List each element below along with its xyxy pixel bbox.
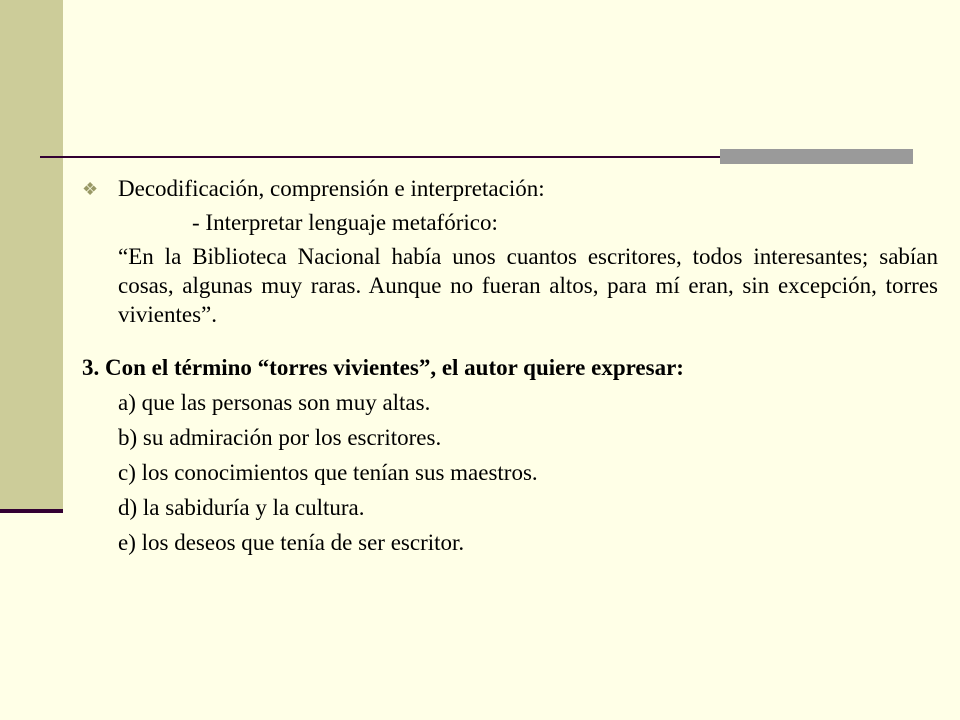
bullet-text: Decodificación, comprensión e interpretación: [118, 176, 545, 201]
bullet-item [82, 172, 938, 206]
sub-item [82, 206, 938, 240]
quote-paragraph: “En la Biblioteca Nacional había unos cuantos escritores, todos interesantes; sabían cosas, algunas muy raras. Aunque no fueran altos, para mí eran, sin excepción, torres vivientes”. [118, 244, 938, 327]
answer-option-e: e) los deseos que tenía de ser escritor. [118, 530, 465, 555]
answer-option-c: c) los conocimientos que tenían sus maestros. [118, 460, 538, 485]
answer-option-d: d) la sabiduría y la cultura. [118, 495, 365, 520]
left-decorative-band [0, 0, 63, 513]
answer-option-b: b) su admiración por los escritores. [118, 425, 442, 450]
question-heading: 3. Con el término “torres vivientes”, el autor quiere expresar: [82, 355, 684, 380]
slide-body [82, 172, 938, 560]
answer-option-a: a) que las personas son muy altas. [118, 390, 431, 415]
diamond-bullet-icon: ❖ [82, 179, 99, 199]
left-band-rule [0, 509, 63, 513]
sub-item-text: - Interpretar lenguaje metafórico: [192, 210, 498, 235]
accent-bar [720, 149, 913, 164]
